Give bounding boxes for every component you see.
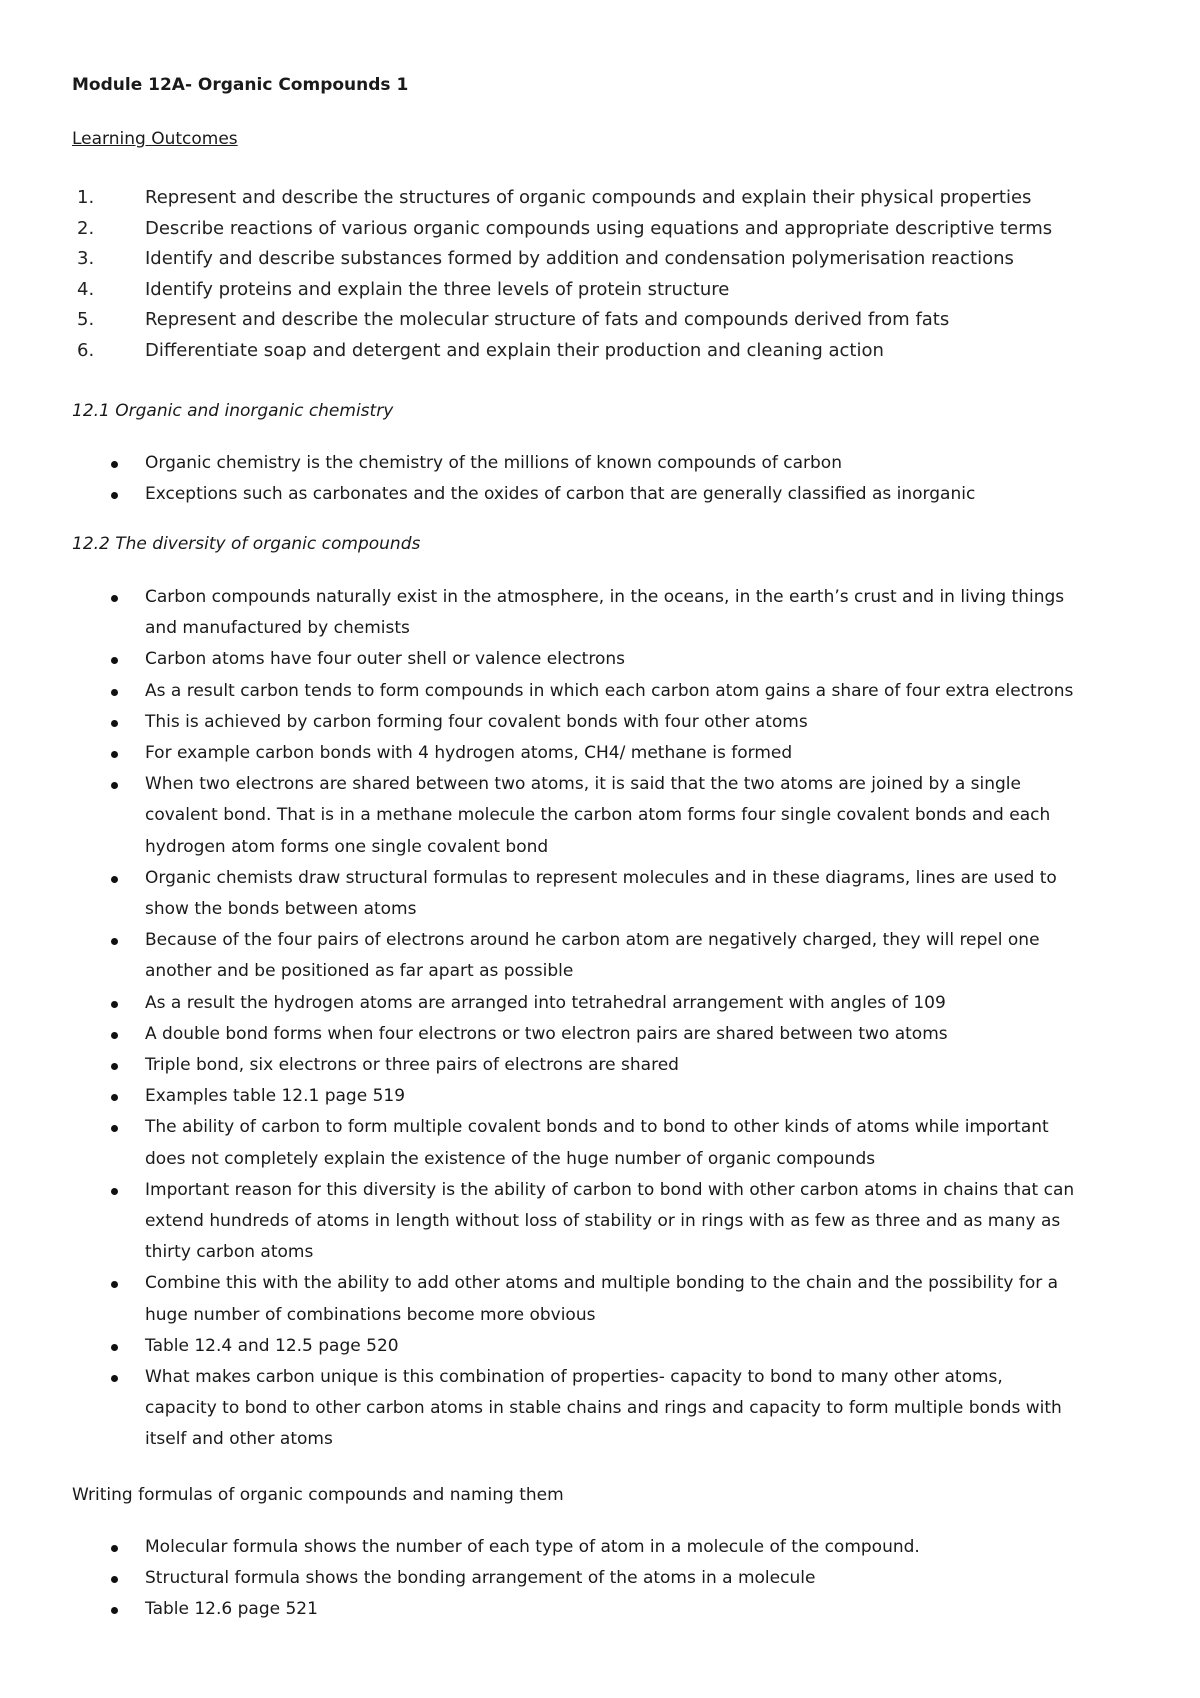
bullet-text: Examples table 12.1 page 519 [145, 1086, 406, 1107]
section-12-1-bullets [72, 448, 1132, 510]
outcome-text: Describe reactions of various organic compounds using equations and appropriate descriptive terms [145, 217, 1053, 239]
outcome-text: Differentiate soap and detergent and explain their production and cleaning action [145, 339, 884, 361]
bullet-icon [111, 689, 118, 696]
bullet-text: Structural formula shows the bonding arrangement of the atoms in a molecule [145, 1568, 816, 1589]
bullet-text: Organic chemistry is the chemistry of the millions of known compounds of carbon [145, 453, 842, 473]
bullet-text: When two electrons are shared between two atoms, it is said that the two atoms are joined by a single covalent bond. That is in a methane molecule the carbon atom forms four single covalent bonds and each hydrogen atom forms one single covalent bond [145, 774, 1051, 857]
bullet-icon [111, 1607, 118, 1614]
bullet-icon [111, 938, 118, 945]
bullet-text: Because of the four pairs of electrons around he carbon atom are negatively charged, they will repel one another and be positioned as far apart as possible [145, 930, 1040, 982]
bullet-text: What makes carbon unique is this combination of properties- capacity to bond to many other atoms, capacity to bond to other carbon atoms in stable chains and rings and capacity to form multiple bonds with itself and other atoms [145, 1367, 1062, 1450]
bullet-item [72, 1050, 1132, 1081]
outcome-text: Identify and describe substances formed by addition and condensation polymerisation reactions [145, 248, 1014, 270]
bullet-item [72, 863, 1132, 925]
outcome-number: 6. [77, 339, 95, 361]
outcome-number: 5. [77, 309, 95, 331]
bullet-icon [111, 876, 118, 883]
bullet-item [72, 707, 1132, 738]
outcome-text: Represent and describe the molecular structure of fats and compounds derived from fats [145, 309, 950, 331]
bullet-item [72, 925, 1132, 987]
bullet-icon [111, 1125, 118, 1132]
bullet-text: Table 12.4 and 12.5 page 520 [145, 1335, 399, 1356]
bullet-text: This is achieved by carbon forming four covalent bonds with four other atoms [145, 711, 808, 732]
bullet-icon [111, 1545, 118, 1552]
bullet-icon [111, 782, 118, 789]
bullet-icon [111, 1063, 118, 1070]
formulas-bullets [72, 1532, 1132, 1626]
bullet-text: As a result carbon tends to form compounds in which each carbon atom gains a share of four extra electrons [145, 680, 1074, 701]
bullet-text: Table 12.6 page 521 [145, 1599, 318, 1620]
bullet-icon [111, 1344, 118, 1351]
bullet-text: Carbon atoms have four outer shell or valence electrons [145, 649, 625, 670]
bullet-text: For example carbon bonds with 4 hydrogen atoms, CH4/ methane is formed [145, 743, 793, 764]
bullet-text: Triple bond, six electrons or three pairs of electrons are shared [145, 1055, 679, 1076]
bullet-text: Combine this with the ability to add other atoms and multiple bonding to the chain and the possibility for a huge number of combinations become more obvious [145, 1273, 1059, 1325]
bullet-item [72, 1268, 1132, 1330]
bullet-text: A double bond forms when four electrons or two electron pairs are shared between two atoms [145, 1023, 948, 1044]
outcome-text: Identify proteins and explain the three levels of protein structure [145, 278, 730, 300]
bullet-icon [111, 595, 118, 602]
bullet-item [72, 1532, 1132, 1563]
bullet-icon [111, 720, 118, 727]
bullet-item [72, 448, 1132, 479]
outcome-number: 2. [77, 217, 95, 239]
bullet-icon [111, 1576, 118, 1583]
bullet-text: As a result the hydrogen atoms are arranged into tetrahedral arrangement with angles of 109 [145, 992, 946, 1013]
bullet-item [72, 738, 1132, 769]
formulas-heading: Writing formulas of organic compounds and naming them [72, 1485, 564, 1505]
bullet-icon [111, 1188, 118, 1195]
bullet-text: Organic chemists draw structural formulas to represent molecules and in these diagrams, lines are used to show the bonds between atoms [145, 867, 1057, 920]
bullet-text: Important reason for this diversity is the ability of carbon to bond with other carbon atoms in chains that can extend hundreds of atoms in length without loss of stability or in rings with as few as three and as many as thirty carbon atoms [145, 1179, 1075, 1263]
document-title: Module 12A- Organic Compounds 1 [72, 75, 409, 95]
bullet-item [72, 1175, 1132, 1269]
learning-outcomes-heading: Learning Outcomes [72, 129, 238, 149]
bullet-item [72, 1563, 1132, 1594]
outcome-text: Represent and describe the structures of organic compounds and explain their physical properties [145, 187, 1032, 208]
bullet-item [72, 1331, 1132, 1362]
bullet-icon [111, 751, 118, 758]
bullet-icon [111, 1094, 118, 1101]
outcome-number: 4. [77, 278, 95, 300]
bullet-item [72, 1112, 1132, 1174]
section-12-2-heading: 12.2 The diversity of organic compounds [72, 534, 421, 554]
bullet-item [72, 479, 1132, 510]
bullet-item [72, 676, 1132, 707]
bullet-text: The ability of carbon to form multiple covalent bonds and to bond to other kinds of atoms while important does not completely explain the existence of the huge number of organic compounds [145, 1117, 1049, 1169]
bullet-icon [111, 461, 118, 468]
bullet-icon [111, 1281, 118, 1288]
bullet-text: Exceptions such as carbonates and the oxides of carbon that are generally classified as inorganic [145, 484, 976, 505]
bullet-item [72, 988, 1132, 1019]
bullet-text: Carbon compounds naturally exist in the atmosphere, in the oceans, in the earth’s crust and in living things and manufactured by chemists [145, 587, 1065, 639]
section-12-2-bullets [72, 582, 1132, 1456]
bullet-icon [111, 492, 118, 499]
bullet-icon [111, 1001, 118, 1008]
bullet-text: Molecular formula shows the number of each type of atom in a molecule of the compound. [145, 1537, 920, 1557]
bullet-item [72, 1594, 1132, 1625]
bullet-item [72, 582, 1132, 644]
bullet-icon [111, 1032, 118, 1039]
bullet-item [72, 644, 1132, 675]
bullet-icon [111, 1375, 118, 1382]
bullet-item [72, 769, 1132, 863]
outcome-number: 1. [77, 187, 95, 208]
outcome-number: 3. [77, 248, 95, 270]
bullet-item [72, 1362, 1132, 1456]
bullet-item [72, 1081, 1132, 1112]
bullet-icon [111, 657, 118, 664]
bullet-item [72, 1019, 1132, 1050]
section-12-1-heading: 12.1 Organic and inorganic chemistry [72, 401, 394, 421]
